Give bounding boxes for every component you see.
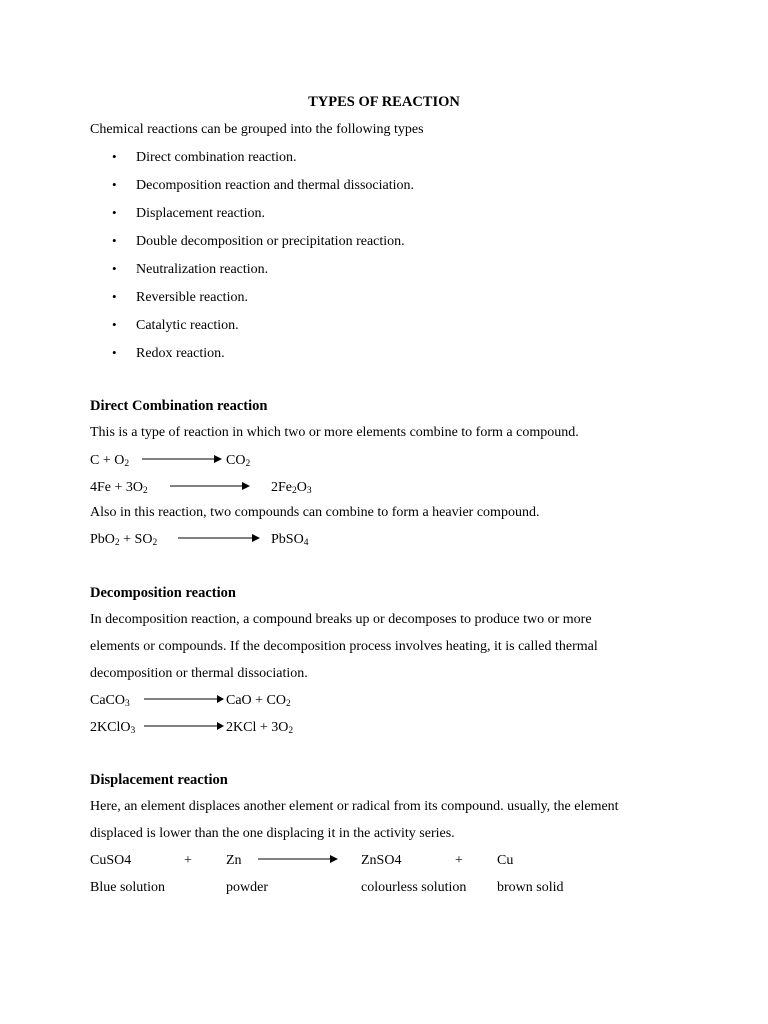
- bullet-icon: •: [112, 205, 117, 220]
- description-zn: powder: [226, 880, 268, 895]
- list-item: • Neutralization reaction.: [112, 261, 269, 277]
- reaction-arrow-icon: [144, 721, 224, 731]
- equation-rhs: $2KCl + 3O_2$: [226, 720, 294, 736]
- reaction-arrow-icon: [142, 454, 222, 464]
- reaction-arrow-icon: [144, 694, 224, 704]
- equation-rhs: $CO_2$: [226, 453, 251, 469]
- paragraph: Also in this reaction, two compounds can combine to form a heavier compound.: [90, 505, 540, 520]
- equation-lhs: $C + O_2$: [90, 453, 130, 469]
- paragraph: In decomposition reaction, a compound breaks up or decomposes to produce two or more: [90, 612, 592, 627]
- reaction-arrow-icon: [170, 481, 250, 491]
- bullet-icon: •: [112, 233, 117, 248]
- list-item: • Displacement reaction.: [112, 205, 266, 221]
- bullet-icon: •: [112, 149, 117, 164]
- list-item: • Double decomposition or precipitation reaction.: [112, 233, 405, 249]
- section-heading-direct-combination: Direct Combination reaction: [90, 398, 268, 414]
- bullet-icon: •: [112, 317, 117, 332]
- description-cu: brown solid: [497, 880, 564, 895]
- bullet-icon: •: [112, 261, 117, 276]
- description-cuso4: Blue solution: [90, 880, 166, 895]
- equation-rhs: CaO + $CO_2$: [226, 693, 291, 709]
- product-cu: Cu: [497, 853, 514, 868]
- equation-lhs: $PbO_2 + SO_2$: [90, 532, 158, 548]
- equation-lhs: 2KClO$_3$: [90, 720, 136, 736]
- intro-text: Chemical reactions can be grouped into the following types: [90, 122, 424, 137]
- equation-rhs: $2Fe_2O_3$: [271, 480, 312, 496]
- plus-sign: +: [455, 853, 463, 868]
- plus-sign: +: [184, 853, 192, 868]
- equation-lhs: CaCO$_3$: [90, 693, 130, 709]
- list-item: • Redox reaction.: [112, 345, 225, 361]
- list-item: • Decomposition reaction and thermal dissociation.: [112, 177, 414, 193]
- bullet-icon: •: [112, 345, 117, 360]
- list-item: • Direct combination reaction.: [112, 149, 297, 165]
- equation-lhs: $4Fe + 3O_2$: [90, 480, 148, 496]
- paragraph: displaced is lower than the one displacing it in the activity series.: [90, 826, 455, 841]
- paragraph: This is a type of reaction in which two or more elements combine to form a compound.: [90, 425, 579, 440]
- list-item: • Reversible reaction.: [112, 289, 248, 305]
- reactant-zn: Zn: [226, 853, 242, 868]
- list-item: • Catalytic reaction.: [112, 317, 239, 333]
- page-title: TYPES OF REACTION: [308, 94, 460, 110]
- bullet-icon: •: [112, 289, 117, 304]
- section-heading-decomposition: Decomposition reaction: [90, 585, 236, 601]
- reaction-arrow-icon: [258, 854, 338, 864]
- paragraph: decomposition or thermal dissociation.: [90, 666, 308, 681]
- product-znso4: ZnSO4: [361, 853, 402, 868]
- reactant-cuso4: CuSO4: [90, 853, 132, 868]
- paragraph: Here, an element displaces another element or radical from its compound. usually, the element: [90, 799, 619, 814]
- section-heading-displacement: Displacement reaction: [90, 772, 228, 788]
- reaction-arrow-icon: [178, 533, 260, 543]
- paragraph: elements or compounds. If the decomposition process involves heating, it is called thermal: [90, 639, 598, 654]
- description-znso4: colourless solution: [361, 880, 467, 895]
- bullet-icon: •: [112, 177, 117, 192]
- equation-rhs: PbSO$_4$: [271, 532, 309, 548]
